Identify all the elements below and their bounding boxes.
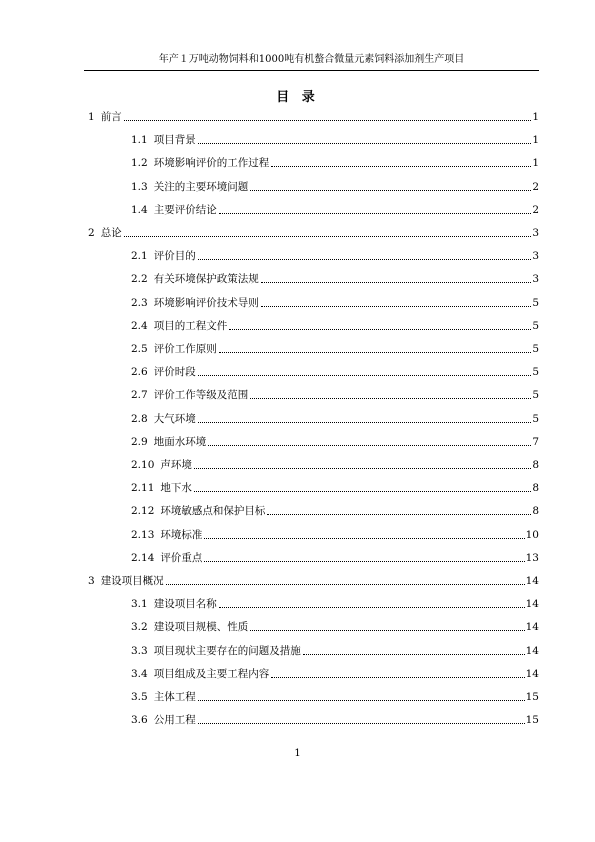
toc-entry-label: [131, 505, 265, 518]
toc-entry[interactable]: [131, 320, 539, 333]
toc-entry-page: 13: [525, 551, 539, 564]
toc-entry[interactable]: [131, 552, 539, 565]
toc-entry[interactable]: [131, 273, 539, 286]
toc-dot-leader: [219, 352, 532, 353]
toc-entry-number: 3.3: [131, 644, 148, 657]
toc-dot-leader: [194, 491, 531, 492]
toc-entry-title: 评价工作原则: [153, 343, 217, 355]
toc-entry-label: [131, 134, 196, 147]
toc-entry-number: 2.2: [131, 273, 148, 286]
toc-entry-page: 5: [532, 366, 539, 379]
toc-entry-label: [131, 389, 248, 402]
toc-entry-label: [88, 227, 122, 240]
toc-entry-title: 大气环境: [153, 412, 196, 425]
toc-dot-leader: [204, 561, 524, 562]
toc-entry-page: 15: [525, 714, 539, 727]
toc-entry-number: 3.1: [131, 598, 148, 611]
toc-entry-label: [131, 250, 196, 263]
toc-dot-leader: [198, 143, 532, 144]
toc-entry-number: 2.4: [131, 319, 148, 332]
toc-entry-label: [131, 459, 192, 472]
toc-dot-leader: [208, 445, 531, 446]
toc-entry[interactable]: [131, 436, 539, 449]
toc-entry-title: 项目的工程文件: [153, 319, 228, 332]
toc-dot-leader: [219, 213, 532, 214]
toc-dot-leader: [204, 538, 524, 539]
toc-entry-page: 14: [525, 575, 539, 587]
toc-entry-title: 地下水: [160, 482, 192, 495]
toc-entry-label: [131, 529, 202, 542]
toc-entry-title: 地面水环境: [153, 435, 207, 448]
toc-entry-label: [131, 668, 269, 681]
toc-dot-leader: [261, 282, 532, 283]
toc-entry-number: 2.11: [131, 482, 155, 495]
toc-entry[interactable]: [131, 482, 539, 495]
toc-entry[interactable]: [131, 297, 539, 310]
toc-entry-number: 2.7: [131, 389, 148, 402]
toc-dot-leader: [124, 236, 532, 237]
page-number: 1: [294, 748, 301, 759]
toc-entry-title: 环境标准: [160, 528, 203, 541]
toc-entry[interactable]: [131, 714, 539, 727]
toc-entry-label: [131, 413, 196, 426]
toc-entry-number: 2.3: [131, 296, 148, 309]
toc-entry-title: 环境影响评价的工作过程: [153, 157, 270, 170]
toc-entry-number: 3: [88, 575, 95, 587]
toc-entry[interactable]: [131, 134, 539, 147]
toc-entry-number: 2.14: [131, 551, 155, 564]
toc-entry-number: 3.5: [131, 691, 148, 703]
toc-entry[interactable]: [131, 529, 539, 542]
toc-entry-title: 主体工程: [153, 691, 196, 703]
toc-entry[interactable]: [88, 575, 539, 588]
toc-entry-number: 2.10: [131, 459, 155, 471]
toc-title: 目 录: [276, 90, 319, 105]
toc-entry-title: 公用工程: [153, 714, 196, 727]
toc-entry[interactable]: [131, 691, 539, 704]
toc-entry-title: 有关环境保护政策法规: [153, 273, 259, 286]
toc-entry-title: 环境影响评价技术导则: [153, 296, 259, 309]
toc-entry-label: [131, 343, 217, 356]
toc-dot-leader: [303, 654, 525, 655]
toc-entry-page: 14: [525, 621, 539, 634]
toc-entry-page: 14: [525, 598, 539, 611]
toc-entry-page: 14: [525, 644, 539, 657]
toc-entry-page: 5: [532, 343, 539, 355]
toc-entry-title: 评价工作等级及范围: [153, 389, 249, 402]
toc-entry[interactable]: [88, 111, 539, 124]
toc-entry-page: 5: [532, 296, 539, 309]
toc-entry-page: 5: [532, 389, 539, 402]
toc-entry-label: [131, 482, 192, 495]
toc-entry-title: 项目组成及主要工程内容: [153, 667, 270, 680]
toc-entry-number: 3.2: [131, 621, 148, 634]
toc-entry[interactable]: [131, 668, 539, 681]
toc-entry[interactable]: [131, 413, 539, 426]
toc-entry-page: 3: [532, 273, 539, 286]
toc-entry[interactable]: [131, 645, 539, 658]
toc-entry-label: [131, 204, 217, 217]
toc-entry-number: 2.1: [131, 250, 148, 263]
toc-entry-page: 3: [532, 250, 539, 263]
toc-entry-label: [131, 297, 259, 310]
toc-entry-title: 评价重点: [160, 551, 203, 564]
toc-entry-page: 8: [532, 482, 539, 495]
toc-entry[interactable]: [88, 227, 539, 240]
toc-dot-leader: [124, 120, 532, 121]
toc-dot-leader: [198, 723, 525, 724]
toc-dot-leader: [198, 375, 532, 376]
toc-entry-page: 7: [532, 435, 539, 448]
toc-entry[interactable]: [131, 181, 539, 194]
toc-dot-leader: [198, 700, 525, 701]
toc-entry[interactable]: [131, 366, 539, 379]
toc-entry-title: 主要评价结论: [153, 203, 217, 216]
toc-entry-title: 项目背景: [153, 134, 196, 147]
toc-entry-title: 声环境: [160, 459, 192, 471]
toc-dot-leader: [219, 607, 525, 608]
toc-dot-leader: [250, 398, 531, 399]
toc-entry-page: 10: [525, 528, 539, 541]
toc-entry-label: [131, 436, 206, 449]
toc-dot-leader: [198, 259, 532, 260]
header-rule: [84, 70, 539, 71]
toc-entry[interactable]: [131, 505, 539, 518]
toc-entry-title: 总论: [100, 227, 122, 239]
toc-entry-label: [131, 181, 248, 194]
toc-entry-label: [131, 552, 202, 565]
toc-entry[interactable]: [131, 204, 539, 217]
toc-dot-leader: [261, 306, 532, 307]
toc-entry-label: [88, 111, 122, 124]
toc-entry-label: [131, 714, 196, 727]
toc-entry-number: 1.3: [131, 180, 148, 193]
toc-entry-page: 1: [532, 111, 539, 123]
toc-entry-number: 3.4: [131, 667, 148, 680]
toc-entry-label: [131, 320, 227, 333]
toc-entry-number: 1.4: [131, 203, 148, 216]
toc-entry[interactable]: [131, 459, 539, 472]
toc-dot-leader: [250, 630, 524, 631]
toc-entry-title: 关注的主要环境问题: [153, 180, 249, 193]
toc-dot-leader: [250, 190, 531, 191]
toc-entry-title: 评价时段: [153, 366, 196, 379]
toc-entry-title: 建设项目概况: [100, 575, 164, 587]
toc-dot-leader: [229, 329, 531, 330]
toc-entry-number: 3.6: [131, 714, 148, 727]
toc-entry-page: 8: [532, 459, 539, 471]
toc-dot-leader: [267, 514, 531, 515]
toc-entry-label: [131, 366, 196, 379]
toc-entry-title: 前言: [100, 111, 122, 123]
toc-dot-leader: [271, 166, 531, 167]
toc-dot-leader: [166, 584, 525, 585]
toc-entry-number: 2.6: [131, 366, 148, 379]
toc-entry-label: [131, 645, 301, 658]
toc-entry[interactable]: [131, 389, 539, 402]
toc-entry[interactable]: [131, 598, 539, 611]
toc-entry-title: 建设项目规模、性质: [153, 621, 249, 634]
toc-entry-number: 2: [88, 227, 95, 239]
toc-entry-page: 1: [532, 157, 539, 170]
toc-entry-page: 15: [525, 691, 539, 703]
toc-entry-label: [131, 157, 269, 170]
toc-entry-page: 5: [532, 412, 539, 425]
toc-dot-leader: [194, 468, 531, 469]
toc-entry-page: 8: [532, 505, 539, 518]
toc-entry-page: 3: [532, 227, 539, 239]
toc-entry-title: 环境敏感点和保护目标: [160, 505, 266, 518]
toc-entry-number: 2.12: [131, 505, 155, 518]
toc-entry-label: [131, 273, 259, 286]
toc-entry-label: [131, 598, 217, 611]
toc-entry-page: 2: [532, 203, 539, 216]
toc-entry-number: 2.13: [131, 528, 155, 541]
toc-entry-page: 1: [532, 134, 539, 147]
toc-entry-page: 14: [525, 667, 539, 680]
toc-entry[interactable]: [131, 343, 539, 356]
toc-entry-page: 5: [532, 319, 539, 332]
toc-entry[interactable]: [131, 621, 539, 634]
toc-entry-title: 建设项目名称: [153, 598, 217, 611]
toc-entry-label: [131, 621, 248, 634]
toc-entry-number: 1.2: [131, 157, 148, 170]
toc-entry-page: 2: [532, 180, 539, 193]
toc-entry-number: 2.9: [131, 435, 148, 448]
toc-entry-title: 评价目的: [153, 250, 196, 263]
toc-entry-number: 2.8: [131, 412, 148, 425]
toc-entry-label: [88, 575, 164, 588]
toc-entry-number: 1.1: [131, 134, 148, 147]
toc-entry-title: 项目现状主要存在的问题及措施: [153, 644, 301, 657]
running-header: 年产１万吨动物饲料和1000吨有机螯合微量元素饲料添加剂生产项目: [158, 54, 465, 65]
toc-entry[interactable]: [131, 157, 539, 170]
toc-entry[interactable]: [131, 250, 539, 263]
toc-entry-number: 1: [88, 111, 95, 123]
toc-entry-number: 2.5: [131, 343, 148, 355]
toc-dot-leader: [198, 422, 532, 423]
toc-entry-label: [131, 691, 196, 704]
toc-dot-leader: [271, 677, 524, 678]
